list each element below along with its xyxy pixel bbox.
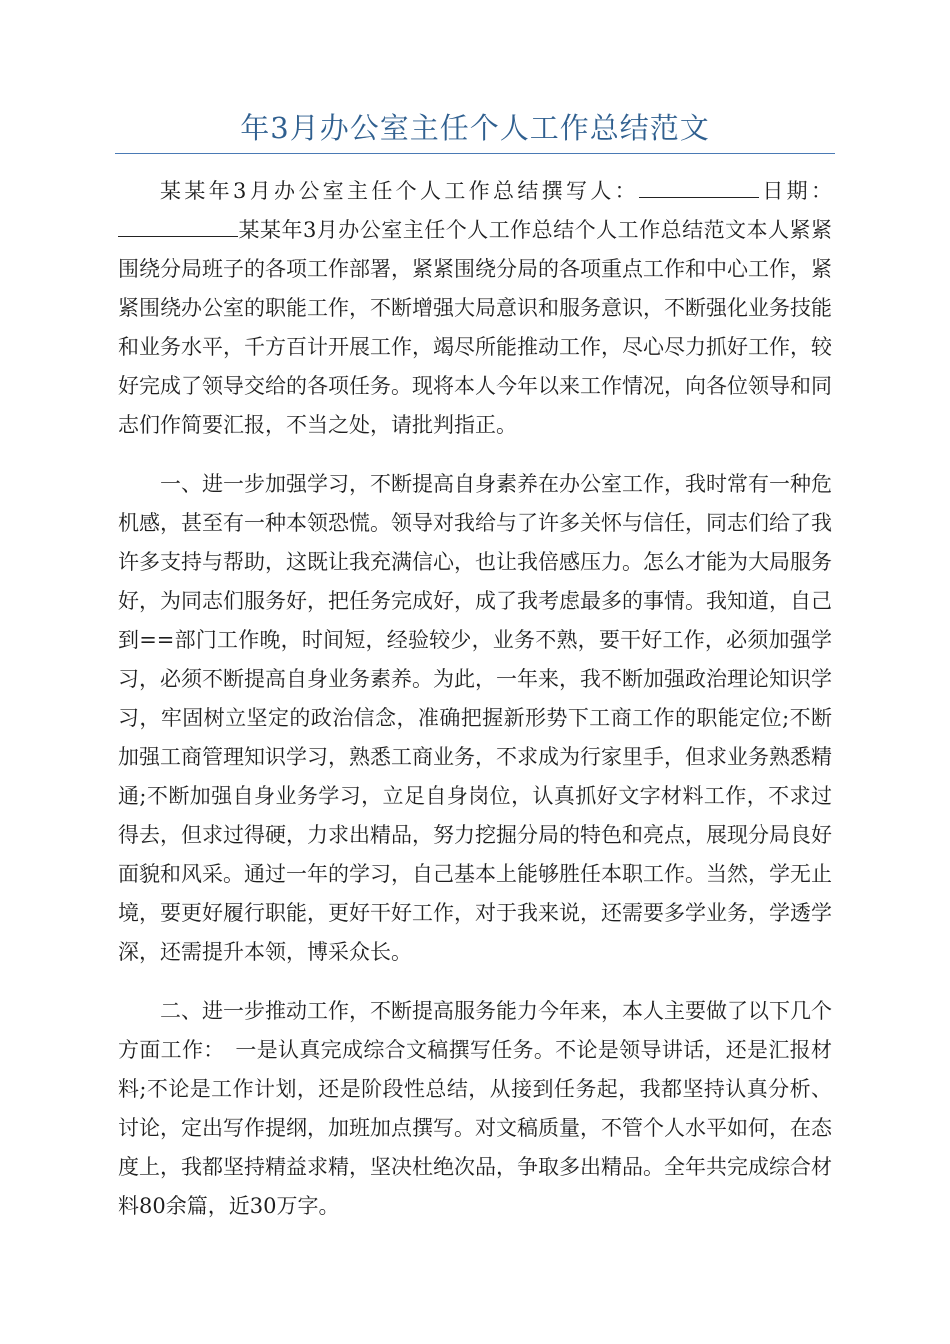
title-underline (115, 153, 835, 154)
intro-lead: 某某年3月办公室主任个人工作总结撰写人： (160, 179, 640, 203)
intro-text: 某某年3月办公室主任个人工作总结个人工作总结范文本人紧紧围绕分局班子的各项工作部署，紧紧围绕分局的各项重点工作和中心工作，紧紧围绕办公室的职能工作，不断增强大局意识和服务意识，不断强化业务技能和业务水平，千方百计开展工作，竭尽所能推动工作，尽心尽力抓好工作，较好完成了领导交给的各项任务。现将本人今年以来工作情况，向各位领导和同志们作简要汇报，不当之处，请批判指正。 (118, 218, 832, 437)
intro-paragraph (118, 172, 832, 445)
date-blank (118, 216, 238, 237)
document-title: 年3月办公室主任个人工作总结范文 (240, 111, 710, 145)
date-label: 日期： (759, 179, 833, 203)
document-body (118, 172, 832, 1246)
section-one-paragraph: 一、进一步加强学习，不断提高自身素养在办公室工作，我时常有一种危机感，甚至有一种本领恐慌。领导对我给与了许多关怀与信任，同志们给了我许多支持与帮助，这既让我充满信心，也让我倍感压力。怎么才能为大局服务好，为同志们服务好，把任务完成好，成了我考虑最多的事情。我知道，自己到==部门工作晚，时间短，经验较少，业务不熟，要干好工作，必须加强学习，必须不断提高自身业务素养。为此，一年来，我不断加强政治理论知识学习，牢固树立坚定的政治信念，准确把握新形势下工商工作的职能定位;不断加强工商管理知识学习，熟悉工商业务，不求成为行家里手，但求业务熟悉精通;不断加强自身业务学习，立足自身岗位，认真抓好文字材料工作，不求过得去，但求过得硬，力求出精品，努力挖掘分局的特色和亮点，展现分局良好面貌和风采。通过一年的学习，自己基本上能够胜任本职工作。当然，学无止境，要更好履行职能，更好干好工作，对于我来说，还需要多学业务，学透学深，还需提升本领，博采众长。 (118, 472, 832, 964)
author-blank (639, 177, 759, 198)
section-two-paragraph: 二、进一步推动工作，不断提高服务能力今年来，本人主要做了以下几个方面工作： 一是认真完成综合文稿撰写任务。不论是领导讲话，还是汇报材料;不论是工作计划，还是阶段性总结，从接到任务起，我都坚持认真分析、讨论，定出写作提纲，加班加点撰写。对文稿质量，不管个人水平如何，在态度上，我都坚持精益求精，坚决杜绝次品，争取多出精品。全年共完成综合材料80余篇，近30万字。 (118, 999, 832, 1218)
